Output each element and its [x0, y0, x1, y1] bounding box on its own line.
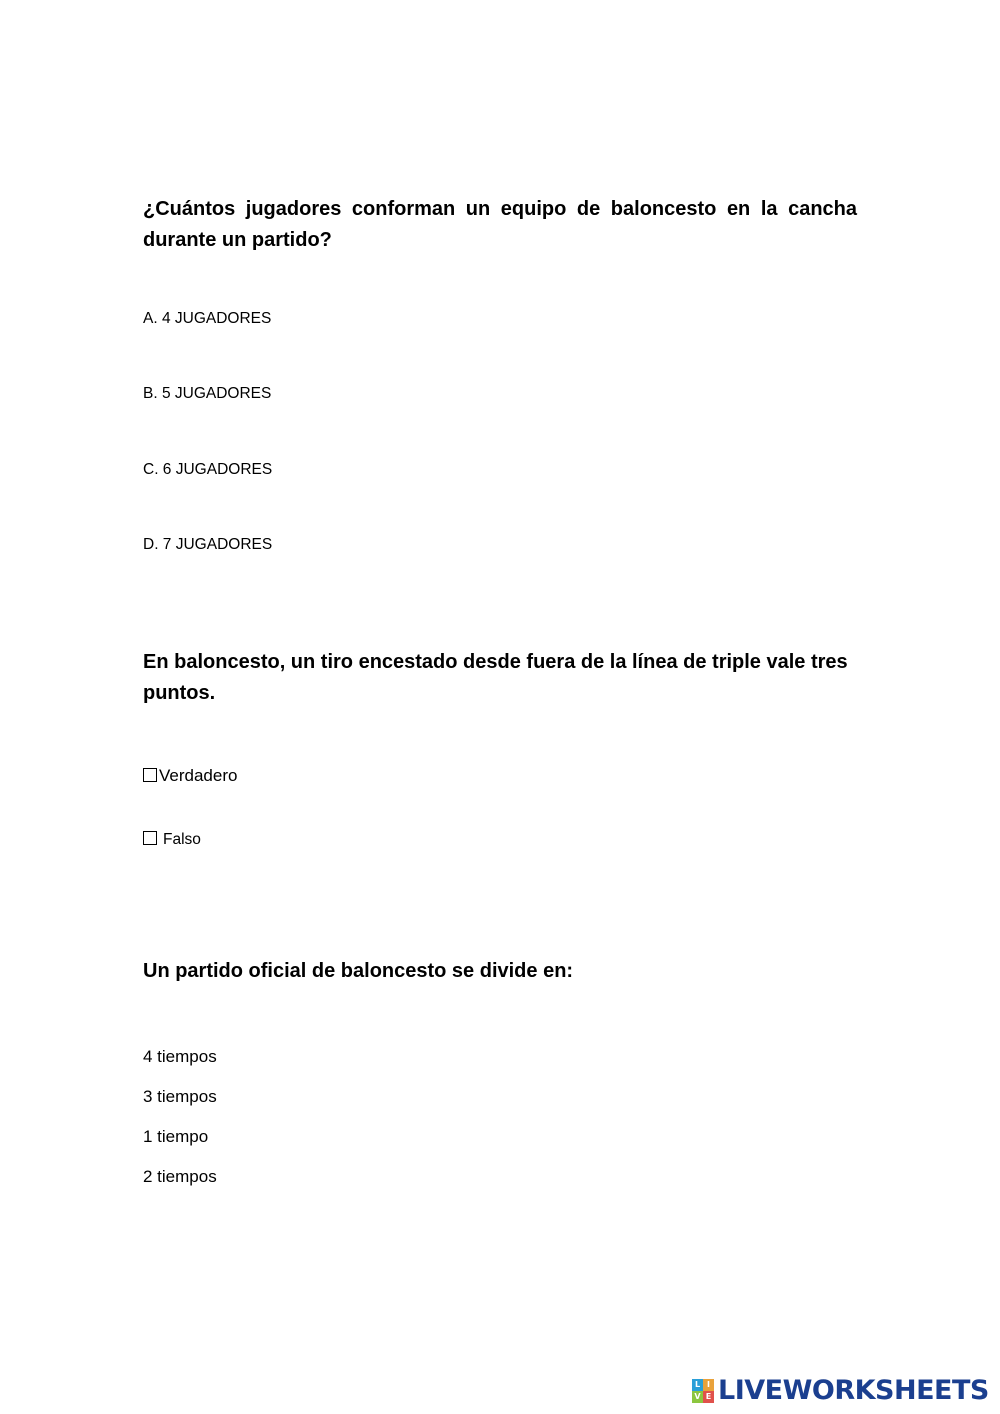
logo-mark-tile: V: [692, 1391, 703, 1403]
question-3-text: Un partido oficial de baloncesto se divide en:: [143, 960, 574, 982]
logo-mark-tile: E: [703, 1391, 714, 1403]
question-2-text: En baloncesto, un tiro encestado desde fuera de la línea de triple vale tres puntos.: [143, 651, 848, 704]
question-1-option-a[interactable]: A. 4 JUGADORES: [143, 310, 272, 327]
logo-mark-tile: I: [703, 1379, 714, 1391]
liveworksheets-mark-icon: [692, 1379, 714, 1403]
question-1-option-c[interactable]: C. 6 JUGADORES: [143, 461, 273, 478]
checkbox-icon[interactable]: [143, 831, 157, 845]
question-2-option-true[interactable]: [143, 766, 237, 786]
question-1-option-d[interactable]: D. 7 JUGADORES: [143, 536, 273, 553]
option-label: Verdadero: [159, 766, 238, 785]
checkbox-icon[interactable]: [143, 768, 157, 782]
question-3-option-2[interactable]: 3 tiempos: [143, 1087, 217, 1106]
question-1-option-b[interactable]: B. 5 JUGADORES: [143, 385, 272, 402]
question-3-option-3[interactable]: 1 tiempo: [143, 1127, 209, 1146]
option-label: Falso: [163, 831, 201, 848]
question-2-option-false[interactable]: [143, 831, 201, 849]
question-3-option-1[interactable]: 4 tiempos: [143, 1047, 217, 1066]
logo-mark-tile: L: [692, 1379, 703, 1391]
liveworksheets-logo: [692, 1374, 989, 1408]
logo-text: LIVEWORKSHEETS: [718, 1375, 989, 1406]
question-1-text: ¿Cuántos jugadores conforman un equipo de baloncesto en la cancha durante un partido?: [143, 198, 857, 251]
question-3-option-4[interactable]: 2 tiempos: [143, 1167, 217, 1186]
